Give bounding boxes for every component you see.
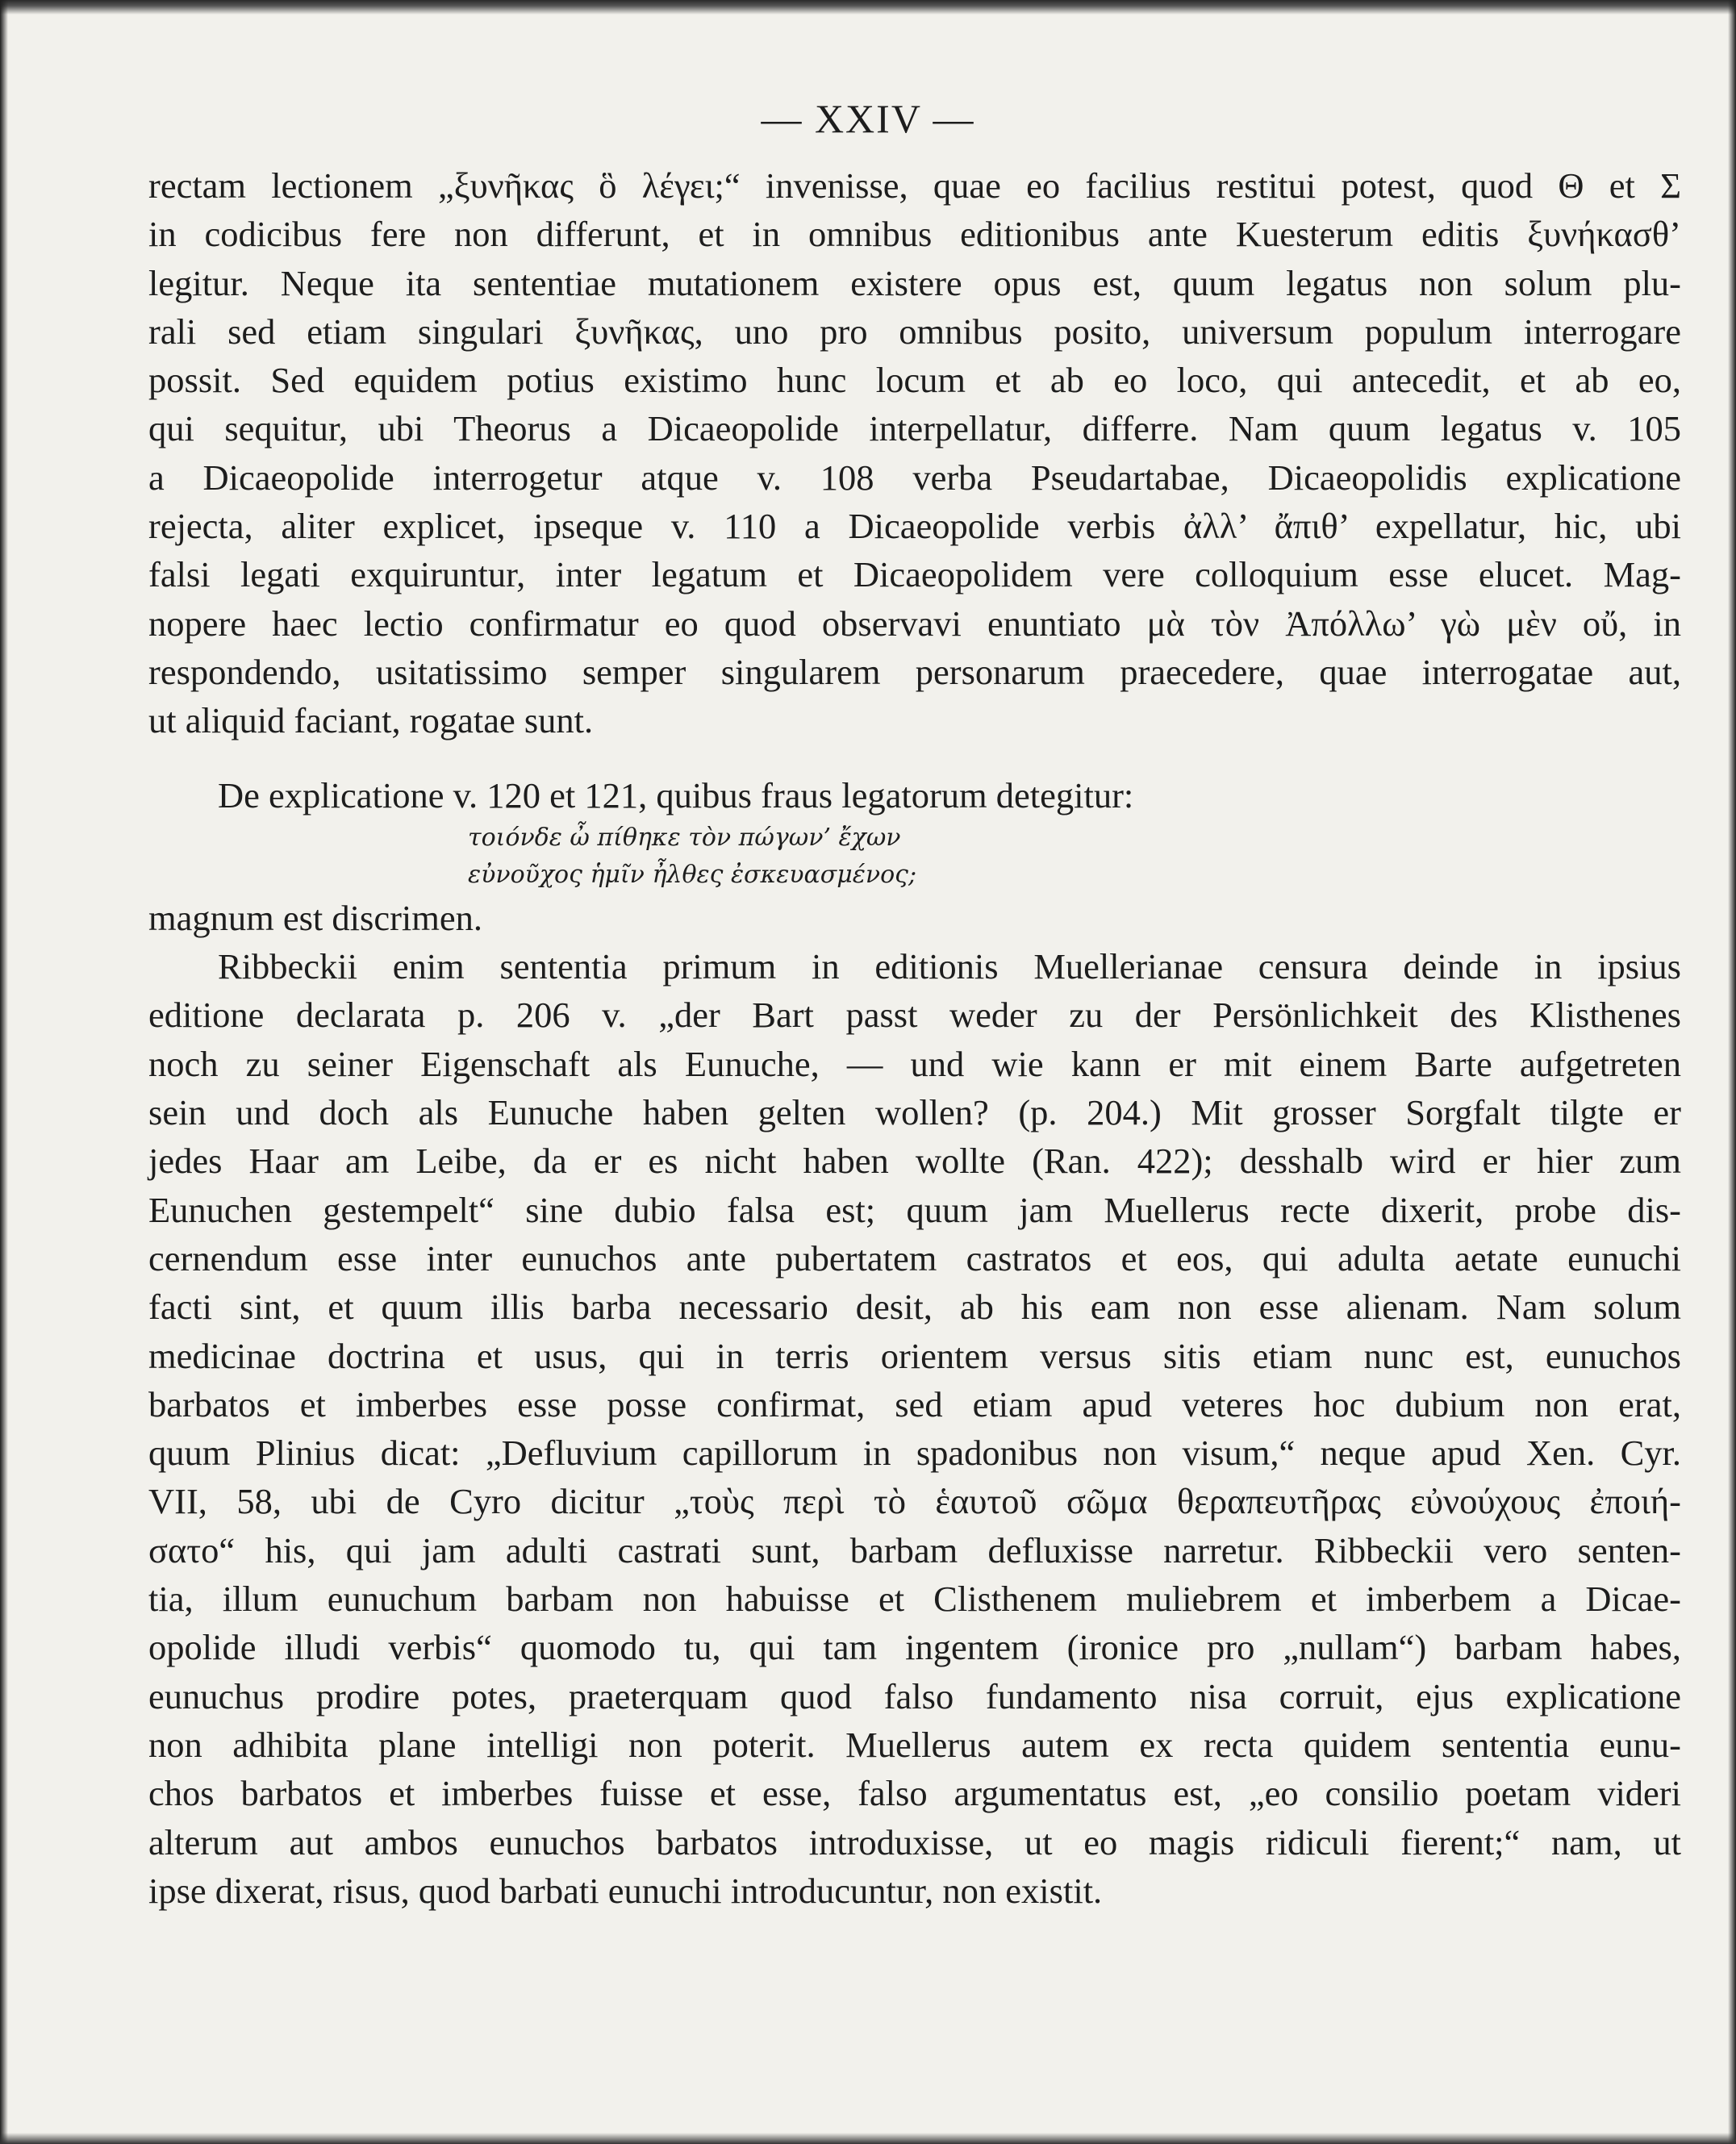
text-line: ut aliquid faciant, rogatae sunt. (148, 700, 594, 741)
paragraph-3 (148, 942, 1681, 1915)
text-line: jedes Haar am Leibe, da er es nicht haben wollte (Ran. 422); desshalb wird er hier zum (148, 1141, 1681, 1182)
text-line: rali sed etiam singulari ξυνῆκας, uno pro omnibus posito, universum populum interrogare (148, 311, 1681, 352)
text-line: qui sequitur, ubi Theorus a Dicaeopolide interpellatur, differre. Nam quum legatus v. 105 (148, 408, 1681, 449)
text-line: facti sint, et quum illis barba necessario desit, ab his eam non esse alienam. Nam solum (148, 1287, 1681, 1328)
text-line: nopere haec lectio confirmatur eo quod observavi enuntiato μὰ τὸν Ἀπόλλω’ γὼ μὲν οὔ, in (148, 603, 1681, 644)
text-line: alterum aut ambos eunuchos barbatos introduxisse, ut eo magis ridiculi fierent;“ nam, ut (148, 1821, 1681, 1862)
text-line: quum Plinius dicat: „Defluvium capillorum in spadonibus non visum,“ neque apud Xen. Cyr. (148, 1433, 1681, 1474)
text-line: VII, 58, ubi de Cyro dicitur „τοὺς περὶ τὸ ἑαυτοῦ σῶμα θεραπευτῆρας εὐνούχους ἐποιή- (148, 1481, 1681, 1522)
text-line: sein und doch als Eunuche haben gelten wollen? (p. 204.) Mit grosser Sorgfalt tilgte er (148, 1092, 1681, 1133)
paragraph-1 (148, 161, 1681, 745)
text-line: falsi legati exquiruntur, inter legatum et Dicaeopolidem vere colloquium esse elucet. Mag- (148, 554, 1681, 595)
text-line: rejecta, aliter explicet, ipseque v. 110 a Dicaeopolide verbis ἀλλ’ ἄπιθ’ expellatur, hic, ubi (148, 506, 1681, 547)
text-line: σατο“ his, qui jam adulti castrati sunt, barbam defluxisse narretur. Ribbeckii vero senten- (148, 1529, 1681, 1570)
text-line: noch zu seiner Eigenschaft als Eunuche, — und wie kann er mit einem Barte aufgetreten (148, 1043, 1681, 1084)
text-line: Eunuchen gestempelt“ sine dubio falsa est; quum jam Muellerus recte dixerit, probe dis- (148, 1189, 1681, 1230)
text-line: eunuchus prodire potes, praeterquam quod falso fundamento nisa corruit, ejus explicatione (148, 1675, 1681, 1716)
quote-line: τοιόνδε ὦ πίθηκε τὸν πώγων’ ἔχων (468, 823, 901, 852)
scan-edge-bottom (0, 2133, 1736, 2144)
body-text (148, 161, 1681, 1915)
scan-edge-left (0, 0, 8, 2144)
scan-edge-top (0, 0, 1736, 15)
text-line: Ribbeckii enim sententia primum in editionis Muellerianae censura deinde in ipsius (218, 946, 1681, 987)
text-line: in codicibus fere non differunt, et in omnibus editionibus ante Kuesterum editis ξυνήκασθ’ (148, 214, 1681, 255)
text-line: legitur. Neque ita sententiae mutationem existere opus est, quum legatus non solum plu- (148, 262, 1681, 303)
text-line: cernendum esse inter eunuchos ante pubertatem castratos et eos, qui adulta aetate eunuchi (148, 1237, 1681, 1278)
text-line: a Dicaeopolide interrogetur atque v. 108 verba Pseudartabae, Dicaeopolidis explicatione (148, 457, 1681, 498)
quote-line: εὐνοῦχος ἡμῖν ἦλθες ἐσκευασμένος; (468, 860, 917, 889)
text-line: editione declarata p. 206 v. „der Bart passt weder zu der Persönlichkeit des Klisthenes (148, 995, 1681, 1036)
text-line: possit. Sed equidem potius existimo hunc locum et ab eo loco, qui antecedit, et ab eo, (148, 360, 1681, 401)
text-line: medicinae doctrina et usus, qui in terris orientem versus sitis etiam nunc est, eunuchos (148, 1335, 1681, 1376)
paragraph-2 (148, 771, 1681, 943)
text-line: ipse dixerat, risus, quod barbati eunuchi introducuntur, non existit. (148, 1870, 1103, 1911)
text-line: chos barbatos et imberbes fuisse et esse, falso argumentatus est, „eo consilio poetam videri (148, 1773, 1681, 1814)
greek-quotation (148, 820, 1681, 894)
scan-edge-right (1728, 0, 1736, 2144)
paragraph-gap (148, 745, 1681, 771)
text-line: opolide illudi verbis“ quomodo tu, qui tam ingentem (ironice pro „nullam“) barbam habes, (148, 1627, 1681, 1668)
text-line: magnum est discrimen. (148, 897, 483, 938)
text-line: non adhibita plane intelligi non poterit. Muellerus autem ex recta quidem sententia eunu- (148, 1724, 1681, 1765)
text-line: rectam lectionem „ξυνῆκας ὃ λέγει;“ invenisse, quae eo facilius restitui potest, quod Θ et Σ (148, 165, 1681, 206)
text-line: De explicatione v. 120 et 121, quibus fraus legatorum detegitur: (218, 774, 1134, 815)
text-line: tia, illum eunuchum barbam non habuisse et Clisthenem muliebrem et imberbem a Dicae- (148, 1579, 1681, 1620)
text-line: respondendo, usitatissimo semper singularem personarum praecedere, quae interrogatae aut, (148, 651, 1681, 692)
text-line: barbatos et imberbes esse posse confirmat, sed etiam apud veteres hoc dubium non erat, (148, 1383, 1681, 1424)
page-number: — XXIV — (761, 96, 975, 141)
